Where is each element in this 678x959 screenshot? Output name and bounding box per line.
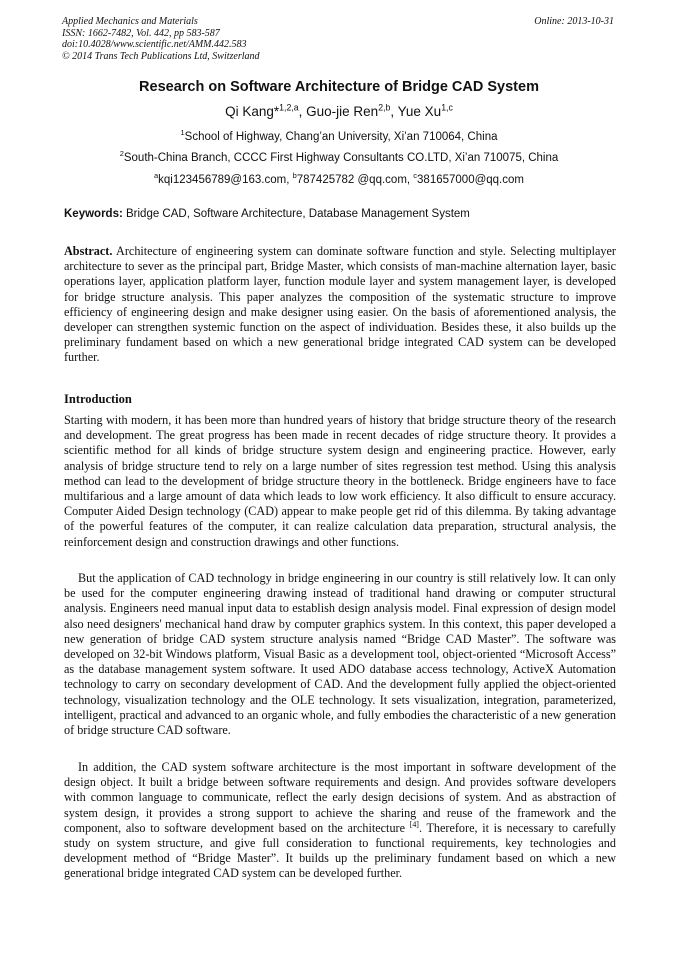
paper-title: Research on Software Architecture of Bridge CAD System bbox=[139, 79, 539, 95]
keywords-text: Bridge CAD, Software Architecture, Database Management System bbox=[122, 208, 470, 220]
email-address: 381657000@qq.com bbox=[417, 174, 524, 186]
journal-name: Applied Mechanics and Materials bbox=[62, 16, 198, 27]
introduction-paragraph-2: But the application of CAD technology in bridge engineering in our country is still relatively low. It can only be used for the computer engineering drawing instead of traditional hand drawing or computer structural analysis. Engineers need manual input data to establish design analysis model. Final expression of design model also need designers' mechanical hand draw by computer graphics system. In this context, this paper developed a new generation of bridge CAD system structure analysis named “Bridge CAD Master”. The software was developed on 32-bit Windows platform, Visual Basic as a development tool, object-oriented “Microsoft Access” as the database management system software. It used ADO database access technology, ActiveX Automation technology to carry on secondary development of CAD. And the development fully applied the object-oriented technology, visualization technology and the OLE technology. It sets visualization, integration, parameterized, intelligent, practical and advanced to an organic whole, and fully embodies the characteristic of a new generation of bridge structure CAD software. bbox=[64, 571, 616, 738]
author-name: Yue Xu bbox=[397, 104, 442, 119]
citation-reference: [4] bbox=[409, 819, 419, 829]
email-address: kqi123456789@163.com, bbox=[158, 174, 293, 186]
email-address: 787425782 @qq.com, bbox=[296, 174, 414, 186]
author-name: Qi Kang* bbox=[225, 104, 280, 119]
paragraph-text: . Therefore, it is necessary to carefully study on system structure, and give full consideration to functional requirements, key technologies and development method of “Bridge Master”. It builds up the preliminary fundament based on which a new generational bridge integrated CAD system can be developed further. bbox=[64, 820, 617, 881]
author-name: Guo-jie Ren bbox=[306, 104, 379, 119]
doi-line: doi:10.4028/www.scientific.net/AMM.442.583 bbox=[62, 39, 247, 50]
author-list bbox=[0, 104, 678, 119]
copyright-line: © 2014 Trans Tech Publications Ltd, Switzerland bbox=[62, 50, 260, 62]
issn-line: ISSN: 1662-7482, Vol. 442, pp 583-587 bbox=[62, 27, 220, 39]
keywords-line bbox=[64, 208, 616, 220]
author-affiliation-marker: 1,c bbox=[441, 102, 453, 113]
author-separator: , bbox=[298, 104, 307, 119]
introduction-paragraph-3 bbox=[64, 760, 616, 882]
section-heading-introduction: Introduction bbox=[64, 392, 132, 406]
email-marker: b bbox=[292, 171, 297, 181]
email-marker: a bbox=[154, 171, 159, 181]
author-affiliation-marker: 1,2,a bbox=[279, 102, 299, 113]
abstract-label: Abstract. bbox=[64, 244, 113, 258]
affiliation-1 bbox=[0, 128, 678, 143]
affiliation-2 bbox=[0, 149, 678, 164]
journal-header bbox=[62, 16, 614, 62]
affiliation-marker: 2 bbox=[119, 149, 124, 159]
author-separator: , bbox=[390, 104, 398, 119]
abstract-text: Architecture of engineering system can dominate software function and style. Selecting multiplayer architecture to sever as the principal part, Bridge Master, which consists of man-machine alternation layer, basic operations layer, application platform layer, function module layer and system management layer, is developed for bridge structure analysis. This paper analyzes the composition of the systematic structure to improve efficiency of engineering design and make designer using easier. On the basis of aforementioned analysis, the developer can strengthen systemic function on the aspect of individuation. Besides these, it also builds up the preliminary fundament based on which a new generational bridge integrated CAD system can be developed further. bbox=[64, 244, 616, 365]
author-affiliation-marker: 2,b bbox=[378, 102, 391, 113]
abstract-paragraph bbox=[64, 244, 616, 366]
affiliation-text: School of Highway, Chang’an University, Xi’an 710064, China bbox=[184, 131, 498, 143]
affiliation-marker: 1 bbox=[180, 128, 185, 138]
email-line bbox=[0, 171, 678, 186]
introduction-paragraph-1: Starting with modern, it has been more than hundred years of history that bridge structure theory of the research and development. The great progress has been made in recent decades of ridge structure theory. It provides a scientific method for all kinds of bridge structure system design and engineering practice. However, early analysis of bridge structure tend to rely on a large number of sites regression test method. Using this analysis method can lead to the development of bridge structure theory in the bottleneck. Bridge engineers have to face multifarious and a large amount of data which leads to low work efficiency. It also difficult to ensure accuracy. Computer Aided Design technology (CAD) appear to make people get rid of this dilemma. By taking advantage of the powerful features of the computer, it can realize calculation data preparation, structural analysis, the reinforcement design and construction drawings and other functions. bbox=[64, 413, 616, 549]
affiliation-text: South-China Branch, CCCC First Highway Consultants CO.LTD, Xi’an 710075, China bbox=[123, 152, 559, 164]
paragraph-text: In addition, the CAD system software architecture is the most important in software development of the design object. It built a bridge between software requirements and design. And provides software developers with common language to communicate, reflect the early design decisions of system. And as abstraction of system design, it provides a strong support to achieve the sharing and reuse of the framework and the component, also to software development based on the architecture bbox=[64, 760, 616, 835]
online-date: Online: 2013-10-31 bbox=[534, 16, 614, 27]
email-marker: c bbox=[413, 171, 418, 181]
keywords-label: Keywords: bbox=[64, 208, 123, 220]
